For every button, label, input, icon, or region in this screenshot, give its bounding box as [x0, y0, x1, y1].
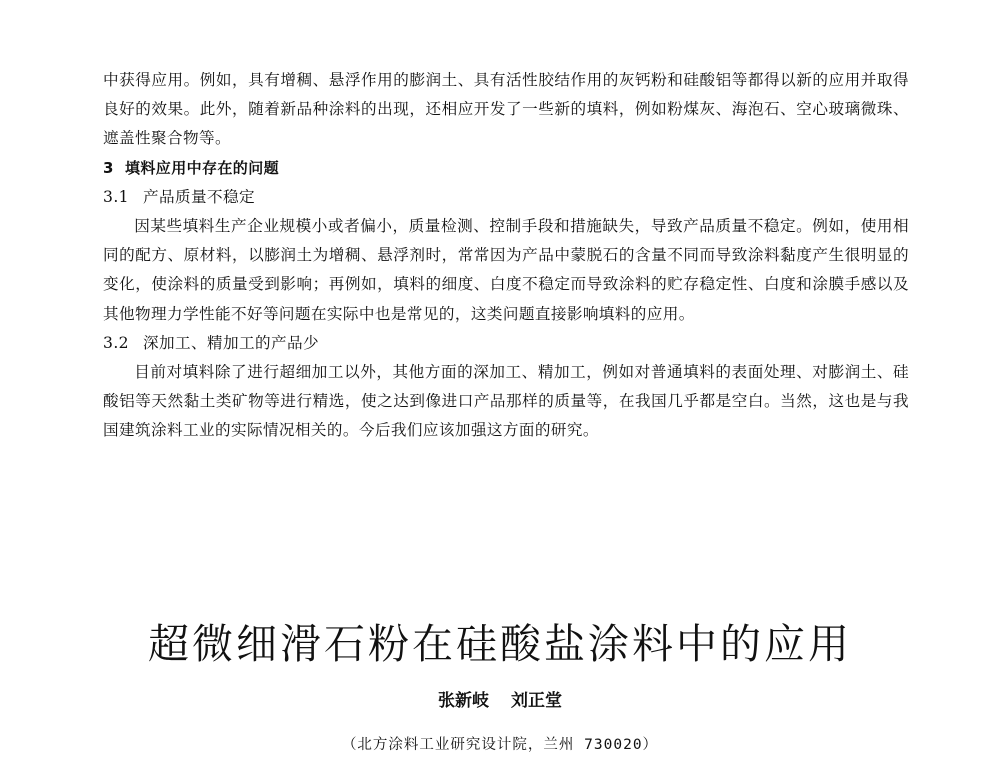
article-title: 超微细滑石粉在硅酸盐涂料中的应用 — [148, 620, 852, 668]
paragraph-intro: 中获得应用。例如，具有增稠、悬浮作用的膨润土、具有活性胶结作用的灰钙粉和硅酸铝等都得以新的应用并取得良好的效果。此外，随着新品种涂料的出现，还相应开发了一些新的填料，例如粉煤灰、海泡石、空心玻璃微珠、遮盖性聚合物等。 — [103, 71, 909, 148]
article-authors — [0, 688, 1000, 714]
section-3-2-title: 深加工、精加工的产品少 — [143, 333, 319, 352]
section-3-1-title: 产品质量不稳定 — [143, 187, 255, 206]
section-3-1-heading — [103, 183, 909, 212]
section-3-title: 填料应用中存在的问题 — [125, 158, 280, 177]
section-3-heading — [103, 154, 909, 183]
author-2: 刘正堂 — [511, 691, 562, 711]
section-3-2-paragraph: 目前对填料除了进行超细加工以外，其他方面的深加工、精加工，例如对普通填料的表面处理、对膨润土、硅酸铝等天然黏土类矿物等进行精选，使之达到像进口产品那样的质量等，在我国几乎都是空白。当然，这也是与我国建筑涂料工业的实际情况相关的。今后我们应该加强这方面的研究。 — [103, 363, 909, 440]
section-3-2-number: 3.2 — [103, 333, 129, 352]
article-affiliation: （北方涂料工业研究设计院，兰州 730020） — [341, 737, 659, 753]
section-3-number: 3 — [103, 158, 114, 177]
body-text — [103, 66, 909, 446]
section-3-1-paragraph: 因某些填料生产企业规模小或者偏小，质量检测、控制手段和措施缺失，导致产品质量不稳定。例如，使用相同的配方、原材料，以膨润土为增稠、悬浮剂时，常常因为产品中蒙脱石的含量不同而导致涂料黏度产生很明显的变化，使涂料的质量受到影响；再例如，填料的细度、白度不稳定而导致涂料的贮存稳定性、白度和涂膜手感以及其他物理力学性能不好等问题在实际中也是常见的，这类问题直接影响填料的应用。 — [103, 217, 909, 323]
section-3-2-heading — [103, 329, 909, 358]
author-1: 张新岐 — [438, 691, 489, 711]
section-3-1-number: 3.1 — [103, 187, 129, 206]
